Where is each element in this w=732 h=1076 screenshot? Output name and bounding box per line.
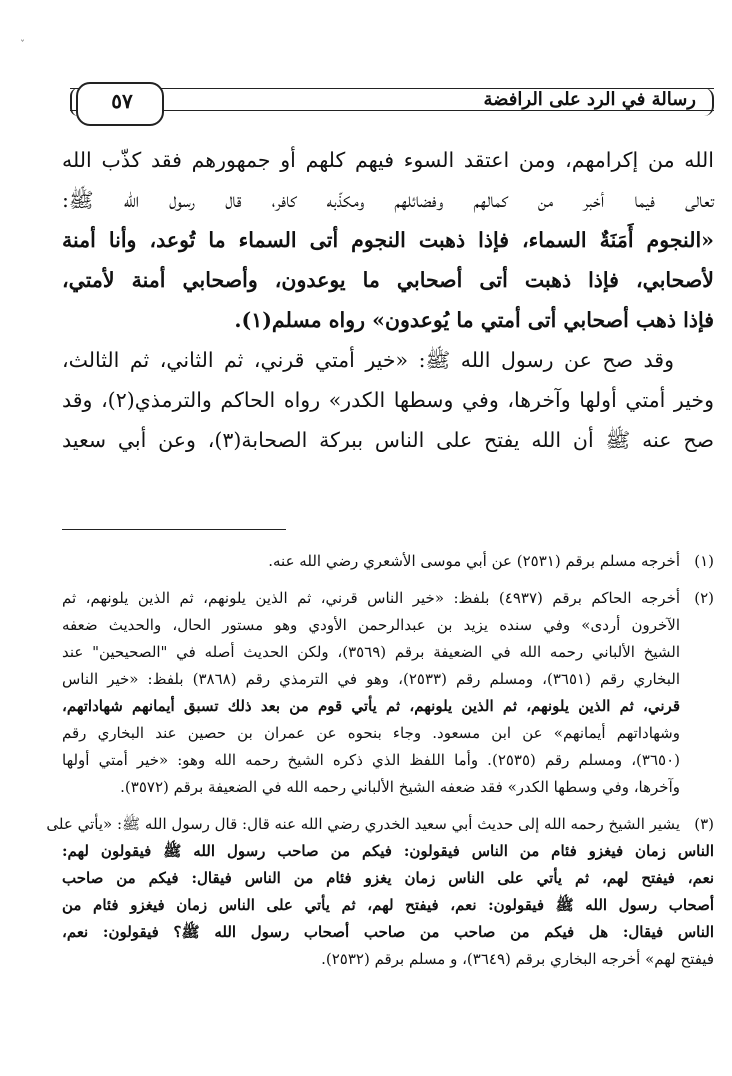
footnote-line: نعم، فيفتح لهم، ثم يأتي على الناس زمان يغزو فئام من الناس فيقال: فيكم من صاحب (62, 869, 714, 887)
footnote-line: الشيخ الألباني رحمه الله في الضعيفة برقم (٣٥٦٩)، ولكن الحديث أصله في "الصحيحين" عند (62, 643, 680, 661)
footnote-line: أخرجه الحاكم برقم (٤٩٣٧) بلفظ: «خير الناس قرني، ثم الذين يلونهم، ثم الذين يلونهم، ثم (62, 589, 681, 607)
text-line: تعالى فيما أخبر من كمالهم وفضائلهم ومكذّبه كافر، قال رسول الله ﷺ: (62, 188, 714, 212)
text-line: لأصحابي، فإذا ذهبت أتى أصحابي ما يوعدون، وأصحابي أمنة لأمتي، (62, 268, 714, 292)
text-line: «النجوم أَمَنَةٌ السماء، فإذا ذهبت النجوم أتى السماء ما تُوعد، وأنا أمنة (62, 228, 714, 252)
text-line: الله من إكرامهم، ومن اعتقد السوء فيهم كلهم أو جمهورهم فقد كذّب الله (62, 148, 714, 172)
footnote-line: قرني، ثم الذين يلونهم، ثم الذين يلونهم، ثم يأتي قوم من بعد ذلك تسبق أيمانهم شهاداتهم، (62, 697, 680, 715)
text-line: وقد صح عن رسول الله ﷺ: «خير أمتي قرني، ثم الثاني، ثم الثالث، (62, 348, 674, 372)
footnote-line: البخاري رقم (٣٦٥١)، ومسلم رقم (٢٥٣٣)، وهو في الترمذي رقم (٣٨٦٨) بلفظ: «خير الناس (62, 670, 680, 688)
text-line: صح عنه ﷺ أن الله يفتح على الناس ببركة الصحابة(٣)، وعن أبي سعيد (62, 428, 714, 452)
page-number: ٥٧ (111, 89, 133, 113)
footnote-line: أصحاب رسول الله ﷺ فيقولون: نعم، فيفتح لهم، ثم يأتي على الناس زمان فيغزو فئام من (62, 896, 714, 914)
footnote-line: (٣٦٥٠)، ومسلم رقم (٢٥٣٥). وأما اللفظ الذي ذكره الشيخ رحمه الله وهو: «خير أمتي أولها (62, 751, 680, 769)
main-text (62, 140, 714, 460)
footnote-line: أخرجه مسلم برقم (٢٥٣١) عن أبي موسى الأشعري رضي الله عنه. (268, 552, 680, 570)
running-title: رسالة في الرد على الرافضة (483, 89, 696, 110)
page-header (70, 82, 714, 126)
footnote-1 (62, 548, 714, 575)
footnote-3 (46, 811, 714, 973)
footnote-line: الناس فيقال: هل فيكم من صاحب من صاحب أصحاب رسول الله ﷺ؟ فيقولون: نعم، (62, 923, 714, 941)
footnotes (46, 548, 714, 977)
footnote-number: (٢) (694, 589, 714, 607)
text-line: فإذا ذهب أصحابي أتى أمتي ما يُوعدون» رواه مسلم(١). (234, 308, 714, 332)
text-line: وخير أمتي أولها وآخرها، وفي وسطها الكدر» رواه الحاكم والترمذي(٢)، وقد (62, 388, 714, 412)
page-number-notch (70, 88, 82, 116)
footnote-line: وآخرها، وفي وسطها الكدر» فقد ضعفه الشيخ الألباني رحمه الله في الضعيفة برقم (٣٥٧٢). (120, 778, 680, 796)
footnote-line: وشهاداتهم أيمانهم» عن ابن مسعود. وجاء بنحوه عن عمران بن حصين عند البخاري رقم (62, 724, 680, 742)
footnote-separator (62, 529, 286, 530)
footnote-line: الناس زمان فيغزو فئام من الناس فيقولون: فيكم من صاحب رسول الله ﷺ فيقولون لهم: (62, 842, 714, 860)
footnote-2 (62, 585, 714, 801)
scan-mark: ˇ (20, 40, 25, 51)
footnote-line: فيفتح لهم» أخرجه البخاري برقم (٣٦٤٩)، و مسلم برقم (٢٥٣٢). (321, 950, 714, 968)
header-right-bracket (698, 88, 714, 116)
footnote-line: يشير الشيخ رحمه الله إلى حديث أبي سعيد الخدري رضي الله عنه قال: قال رسول الله ﷺ: «يأتي على (46, 815, 680, 833)
footnote-line: الآخرون أردى» وفي سنده يزيد بن عبدالرحمن الأودي وهو مستور الحال، والحديث ضعفه (62, 616, 680, 634)
footnote-number: (٣) (694, 815, 714, 833)
footnote-number: (١) (694, 552, 714, 570)
